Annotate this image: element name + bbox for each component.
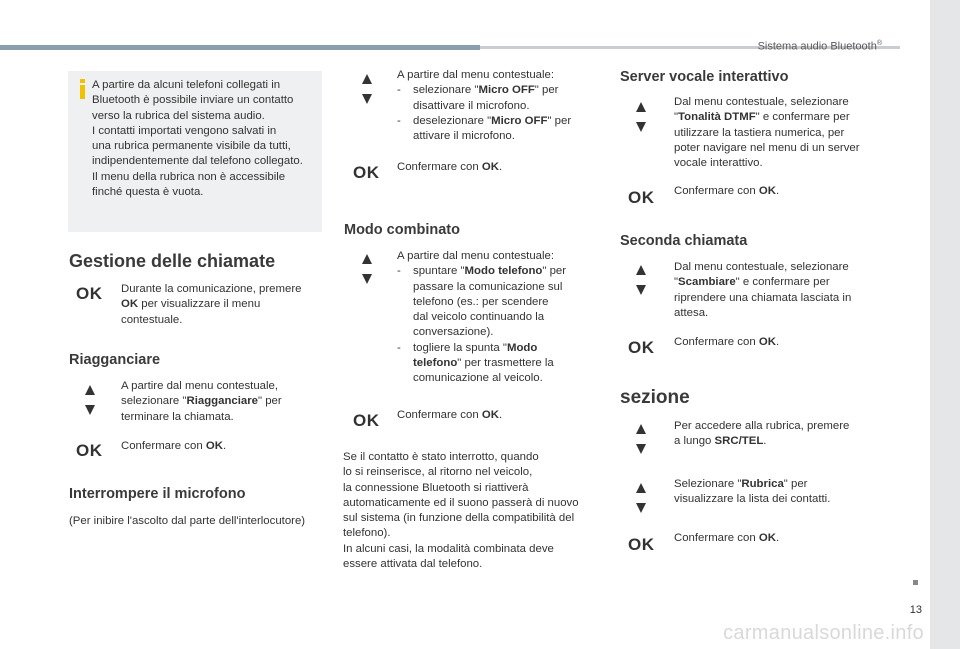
watermark: carmanualsonline.info bbox=[723, 622, 924, 644]
page-marker bbox=[913, 580, 918, 585]
text-line: disattivare il microfono. bbox=[413, 99, 530, 112]
seconda-chiamata-text bbox=[674, 260, 851, 321]
microfono-steps bbox=[397, 68, 571, 144]
ok-button-icon: OK bbox=[628, 188, 655, 207]
seconda-chiamata-confirm: Confermare con OK. bbox=[674, 336, 780, 348]
text-line: A partire dal menu contestuale: bbox=[397, 250, 555, 262]
text-line: conversazione). bbox=[413, 326, 494, 339]
info-line: finché questa è vuota. bbox=[92, 186, 204, 199]
riagganciare-text bbox=[121, 379, 282, 425]
text-line: Per accedere alla rubrica, premere bbox=[674, 420, 850, 432]
text-line: A partire dal menu contestuale: bbox=[397, 69, 555, 81]
text-line: la connessione Bluetooth si riattiverà bbox=[343, 481, 529, 494]
heading-seconda-chiamata: Seconda chiamata bbox=[620, 233, 748, 249]
text-line: telefono (es.: per scendere bbox=[413, 295, 549, 308]
text-line: dal veicolo continuando la bbox=[413, 311, 545, 324]
server-vocale-text bbox=[674, 95, 860, 171]
text-line: telefono" per trasmettere la bbox=[413, 357, 554, 370]
modo-combinato-confirm: Confermare con OK. bbox=[397, 409, 503, 421]
up-down-arrows-icon bbox=[360, 254, 376, 288]
text-line: automaticamente ed il suono passerà di nuovo bbox=[343, 496, 579, 509]
text-line: utilizzare la tastiera numerica, per bbox=[674, 126, 845, 139]
text-line: selezionare "Riagganciare" per bbox=[121, 395, 282, 408]
text-line: attivare il microfono. bbox=[413, 130, 515, 143]
text-line: a lungo SRC/TEL. bbox=[674, 435, 767, 448]
ok-button-icon: OK bbox=[628, 338, 655, 357]
list-item: - deselezionare "Micro OFF" per bbox=[397, 114, 571, 129]
sezione-confirm: Confermare con OK. bbox=[674, 532, 780, 544]
list-item: - togliere la spunta "Modo bbox=[397, 341, 566, 356]
text-line: visualizzare la lista dei contatti. bbox=[674, 493, 831, 506]
up-down-arrows-icon bbox=[634, 102, 650, 136]
interrompere-desc: (Per inibire l'ascolto dal parte dell'interlocutore) bbox=[69, 515, 306, 527]
ok-button-icon: OK bbox=[628, 535, 655, 554]
heading-riagganciare: Riagganciare bbox=[69, 352, 161, 368]
server-vocale-confirm: Confermare con OK. bbox=[674, 185, 780, 197]
text-line: Selezionare "Rubrica" per bbox=[674, 478, 808, 490]
modo-combinato-paragraph bbox=[343, 450, 579, 572]
text-line: Se il contatto è stato interrotto, quando bbox=[343, 451, 539, 463]
info-line: indipendentemente dal telefono collegato. bbox=[92, 155, 303, 168]
text-line: contestuale. bbox=[121, 313, 183, 326]
running-header-text: Sistema audio Bluetooth bbox=[757, 40, 877, 53]
info-line: verso la rubrica del sistema audio. bbox=[92, 109, 265, 122]
running-header bbox=[758, 40, 882, 53]
text-line: "Tonalità DTMF" e confermare per bbox=[674, 111, 850, 124]
up-down-arrows-icon bbox=[360, 74, 376, 108]
text-line: vocale interattivo. bbox=[674, 157, 763, 170]
heading-sezione: sezione bbox=[620, 387, 690, 408]
text-line: Dal menu contestuale, selezionare bbox=[674, 261, 849, 273]
text-line: poter navigare nel menu di un server bbox=[674, 141, 860, 154]
info-line: una rubrica permanente visibile da tutti, bbox=[92, 140, 291, 153]
microfono-confirm: Confermare con OK. bbox=[397, 161, 503, 173]
info-icon bbox=[76, 79, 90, 99]
sezione-step-b bbox=[674, 477, 830, 508]
sezione-step-a bbox=[674, 419, 849, 450]
ok-button-icon: OK bbox=[76, 441, 103, 460]
list-item: - selezionare "Micro OFF" per bbox=[397, 83, 571, 98]
up-down-arrows-icon bbox=[634, 424, 650, 458]
text-line: comunicazione al veicolo. bbox=[413, 372, 543, 385]
info-box bbox=[68, 71, 322, 232]
text-line: In alcuni casi, la modalità combinata deve bbox=[343, 542, 554, 555]
text-line: essere attivata dal telefono. bbox=[343, 558, 483, 571]
text-line: lo si reinserisce, al ritorno nel veicolo, bbox=[343, 466, 533, 479]
text-line: passare la comunicazione sul bbox=[413, 280, 563, 293]
gestione-text bbox=[121, 282, 301, 328]
info-line: Il menu della rubrica non è accessibile bbox=[92, 170, 286, 183]
modo-combinato-steps bbox=[397, 249, 566, 387]
text-line: terminare la chiamata. bbox=[121, 410, 234, 423]
text-line: riprendere una chiamata lasciata in bbox=[674, 291, 852, 304]
heading-gestione-chiamate: Gestione delle chiamate bbox=[69, 251, 276, 271]
text-line: Dal menu contestuale, selezionare bbox=[674, 96, 849, 108]
text-line: telefono). bbox=[343, 527, 391, 540]
up-down-arrows-icon bbox=[634, 483, 650, 517]
text-line: attesa. bbox=[674, 306, 709, 319]
info-line: I contatti importati vengono salvati in bbox=[92, 124, 277, 137]
heading-modo-combinato: Modo combinato bbox=[344, 222, 460, 238]
ok-button-icon: OK bbox=[76, 284, 103, 303]
info-line: Bluetooth è possibile inviare un contatto bbox=[92, 94, 294, 107]
heading-interrompere-microfono: Interrompere il microfono bbox=[69, 486, 246, 502]
page-side-strip bbox=[930, 0, 960, 649]
up-down-arrows-icon bbox=[634, 265, 650, 299]
riagganciare-confirm: Confermare con OK. bbox=[121, 440, 227, 452]
registered-mark: ® bbox=[876, 40, 882, 47]
info-line: A partire da alcuni telefoni collegati in bbox=[92, 79, 281, 91]
page-number: 13 bbox=[909, 604, 922, 616]
text-line: "Scambiare" e confermare per bbox=[674, 276, 830, 289]
up-down-arrows-icon bbox=[83, 385, 99, 419]
ok-button-icon: OK bbox=[353, 163, 380, 182]
ok-button-icon: OK bbox=[353, 411, 380, 430]
header-rule-accent bbox=[0, 45, 480, 50]
text-line: OK per visualizzare il menu bbox=[121, 298, 261, 311]
list-item: - spuntare "Modo telefono" per bbox=[397, 264, 566, 279]
text-line: sul sistema (in funzione della compatibilità del bbox=[343, 512, 575, 525]
text-line: A partire dal menu contestuale, bbox=[121, 380, 279, 392]
heading-server-vocale: Server vocale interattivo bbox=[620, 69, 789, 85]
text-line: Durante la comunicazione, premere bbox=[121, 283, 302, 295]
